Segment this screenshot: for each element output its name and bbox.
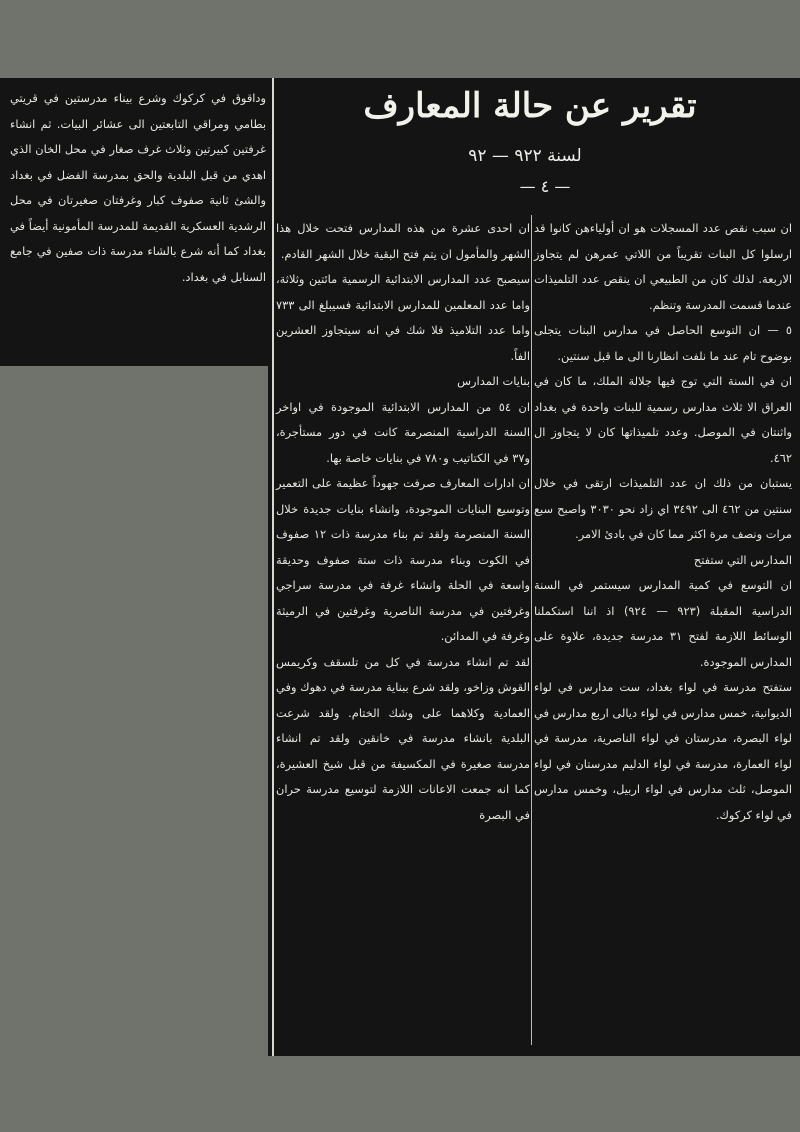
article-title: تقرير عن حالة المعارف bbox=[363, 86, 697, 126]
paragraph: ستفتح مدرسة في لواء بغداد، ست مدارس في لواء الديوانية، خمس مدارس في لواء ديالى اربع مدارس في لواء البصرة، مدرستان في لواء الناصرية، مدرسة في لواء العمارة، مدرسة في لواء الدليم مدرستان في لواء الموصل، ثلث مدارس في لواء اربيل، وخمس مدارس في لواء كركوك. bbox=[534, 680, 792, 822]
paragraph: ٥ — ان التوسع الحاصل في مدارس البنات يتجلى بوضوح تام عند ما نلفت انظارنا الى ما قبل سنتين. bbox=[534, 323, 792, 363]
paragraph: ان التوسع في كمية المدارس سيستمر في السنة الدراسية المقبلة (٩٢٣ — ٩٢٤) اذ اننا استكملنا الوسائط اللازمة لفتح ٣١ مدرسة جديدة، علاوة على المدارس الموجودة. bbox=[534, 578, 792, 669]
article-column-left bbox=[276, 216, 530, 828]
news-clipping-fragment bbox=[0, 78, 276, 366]
paragraph: سيصبح عدد المدارس الابتدائية الرسمية مائتين وثلاثة، واما عدد المعلمين للمدارس الابتدائية فسيبلغ الى ٧٣٣ واما عدد التلاميذ فلا شك في انه سيتجاوز العشرين الفاً. bbox=[276, 272, 530, 363]
section-heading: المدارس التي ستفتح bbox=[693, 552, 792, 567]
article-subtitle: لسنة ٩٢٢ — ٩٢ bbox=[468, 146, 582, 166]
article-part-number: — ٤ — bbox=[519, 177, 571, 196]
clipping-edge bbox=[272, 78, 274, 1056]
section-heading: بنايات المدارس bbox=[457, 374, 530, 388]
paragraph: ان ادارات المعارف صرفت جهوداً عظيمة على التعمير وتوسيع البنايات الموجودة، وانشاء بنايات جديدة خلال السنة المنصرمة ولقد تم بناء مدرسة ذات ١٢ صفوف في الكوت وبناء مدرسة ذات ستة صفوف وحديقة واسعة في الحلة وانشاء غرفة في مدرسة سراجي وغرفتين في مدرسة الناصرية وغرفتين في الرميثة وغرفة في المدائن. bbox=[276, 476, 530, 643]
paragraph: ان في السنة التي توج فيها جلالة الملك، ما كان في العراق الا ثلاث مدارس رسمية للبنات واحدة في بغداد واثنتان في الموصل. وعدد تلميذاتها كان لا يتجاوز ال ٤٦٢. bbox=[534, 374, 792, 465]
article-column-right bbox=[534, 216, 792, 828]
paragraph: ان احدى عشرة من هذه المدارس فتحت خلال هذا الشهر والمأمول ان يتم فتح البقية خلال الشهر القادم. bbox=[276, 221, 530, 261]
paragraph: يستبان من ذلك ان عدد التلميذات ارتقى في خلال سنتين من ٤٦٢ الى ٣٤٩٢ اي زاد نحو ٣٠٣٠ واصبح سبع مرات ونصف مرة اكثر مما كان في بادئ الامر. bbox=[534, 476, 792, 541]
paragraph: لقد تم انشاء مدرسة في كل من تلسقف وكريمس القوش وزاخو، ولقد شرع ببناية مدرسة في دهوك وفي العمادية وكلاهما على وشك الختام. ولقد شرعت البلدية بانشاء مدرسة في خانقين ولقد تم انشاء مدرسة صغيرة في المكسيفة من قبل شيخ العشيرة، كما انه جمعت الاعانات اللازمة لتوسيع مدرسة حران في البصرة bbox=[276, 654, 530, 822]
clipping-paragraph: وداقوق في كركوك وشرع بيناء مدرستين في قريتي بطامي ومراقي التابعتين الى عشائر البيات. ثم انشاء غرفتين كبيرتين وثلاث غرف صغار في محل الخان الذي اهدي من قبل البلدية والحق بمدرسة الفضل في بغداد والشئ ثانية صفوف كبار وغرفتان صغيرتان في محل الرشدية العسكرية القديمة للمدرسة المأمونية أيضاً في بغداد كما أنه شرع بالشاء مدرسة ذات صفين في جامع السنابل في بغداد. bbox=[10, 91, 266, 284]
paragraph: ان سبب نقص عدد المسجلات هو ان أولياءهن كانوا قد ارسلوا كل البنات تقريباً من اللاتي عمرهن لم يتجاوز الاربعة. لذلك كان من الطبيعي ان ينقص عدد التلميذات عندما قسمت المدرسة وتنظم. bbox=[534, 221, 792, 312]
paragraph: ان ٥٤ من المدارس الابتدائية الموجودة في اواخر السنة الدراسية المنصرمة كانت في دور مستأجرة، و٣٧ في الكتاتيب و٧٨٠ في بنايات خاصة بها. bbox=[276, 399, 530, 465]
column-divider bbox=[531, 215, 532, 1045]
